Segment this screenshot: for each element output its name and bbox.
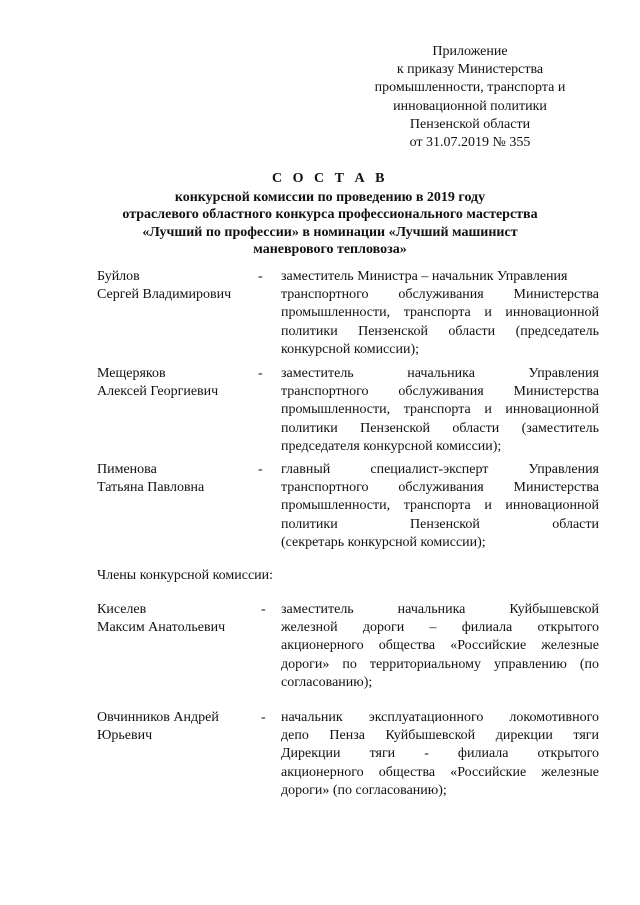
member-description-line: политики Пензенской области xyxy=(281,516,599,532)
member-name xyxy=(97,461,267,497)
member-description-line: согласованию); xyxy=(281,674,373,690)
appendix-line: к приказу Министерства xyxy=(396,62,544,78)
heading-line: «Лучший по профессии» в номинации «Лучший машинист xyxy=(142,224,518,240)
members-section-label: Члены конкурсной комиссии: xyxy=(97,568,274,583)
appendix-block xyxy=(370,43,570,152)
member-name xyxy=(97,709,267,745)
member-name-line: Буйлов xyxy=(97,269,140,284)
appendix-line: промышленности, транспорта и xyxy=(374,80,566,96)
member-description-line: конкурсной комиссии); xyxy=(281,341,420,357)
member-description xyxy=(281,461,599,552)
member-name-line: Алексей Георгиевич xyxy=(97,384,219,400)
member-description-line: главный специалист-эксперт Управления xyxy=(281,462,599,477)
heading-line: маневрового тепловоза» xyxy=(253,242,407,258)
member-description-line: акционерного общества «Российские железные xyxy=(281,638,599,654)
appendix-line: инновационной политики xyxy=(393,98,547,114)
member-description-line: председателя конкурсной комиссии); xyxy=(281,438,502,454)
member-description xyxy=(281,709,599,800)
heading-line: конкурсной комиссии по проведению в 2019 году xyxy=(174,189,486,205)
member-name-line: Сергей Владимирович xyxy=(97,287,232,303)
member-name-line: Овчинников Андрей xyxy=(97,710,219,725)
member-description-line: Дирекции тяги - филиала открытого xyxy=(281,746,599,762)
member-description-line: заместитель начальника Куйбышевской xyxy=(281,602,599,617)
member-description xyxy=(281,365,599,456)
member-name xyxy=(97,365,267,401)
member-dash: - xyxy=(258,269,263,284)
member-description-line: заместитель начальника Управления xyxy=(281,366,599,381)
member-name-line: Пименова xyxy=(97,462,157,477)
member-description-line: транспортного обслуживания Министерства xyxy=(281,287,599,303)
member-description xyxy=(281,268,599,359)
member-description-line: транспортного обслуживания Министерства xyxy=(281,384,599,400)
member-name-line: Киселев xyxy=(97,602,147,617)
member-description-line: депо Пенза Куйбышевской дирекции тяги xyxy=(281,728,599,744)
member-description-line: (секретарь конкурсной комиссии); xyxy=(281,534,486,550)
member-name xyxy=(97,268,267,304)
member-description-line: политики Пензенской области (председатель xyxy=(281,323,599,339)
document-heading xyxy=(60,170,600,259)
member-name-line: Юрьевич xyxy=(97,728,153,744)
member-description-line: начальник эксплуатационного локомотивного xyxy=(281,710,599,725)
member-description-line: акционерного общества «Российские железные xyxy=(281,764,599,780)
member-dash: - xyxy=(258,366,263,381)
member-description xyxy=(281,601,599,692)
appendix-line: от 31.07.2019 № 355 xyxy=(409,135,531,151)
member-name xyxy=(97,601,267,637)
member-dash: - xyxy=(261,602,266,617)
member-description-line: дороги» (по согласованию); xyxy=(281,782,447,798)
member-dash: - xyxy=(261,710,266,725)
member-dash: - xyxy=(258,462,263,477)
member-description-line: промышленности, транспорта и инновационной xyxy=(281,402,599,418)
appendix-line: Пензенской области xyxy=(409,116,531,132)
appendix-line: Приложение xyxy=(432,44,508,59)
member-name-line: Татьяна Павловна xyxy=(97,480,205,496)
member-name-line: Мещеряков xyxy=(97,366,166,381)
member-description-line: транспортного обслуживания Министерства xyxy=(281,480,599,496)
member-description-line: промышленности, транспорта и инновационной xyxy=(281,498,599,514)
heading-line: отраслевого областного конкурса профессионального мастерства xyxy=(122,207,538,223)
member-description-line: дороги» по территориальному управлению (по xyxy=(281,656,599,672)
member-name-line: Максим Анатольевич xyxy=(97,620,226,636)
heading-title: С О С Т А В xyxy=(272,171,388,186)
member-description-line: промышленности, транспорта и инновационной xyxy=(281,305,599,321)
member-description-line: заместитель Министра – начальник Управления xyxy=(281,269,568,284)
member-description-line: политики Пензенской области (заместитель xyxy=(281,420,599,436)
member-description-line: железной дороги – филиала открытого xyxy=(281,620,599,636)
